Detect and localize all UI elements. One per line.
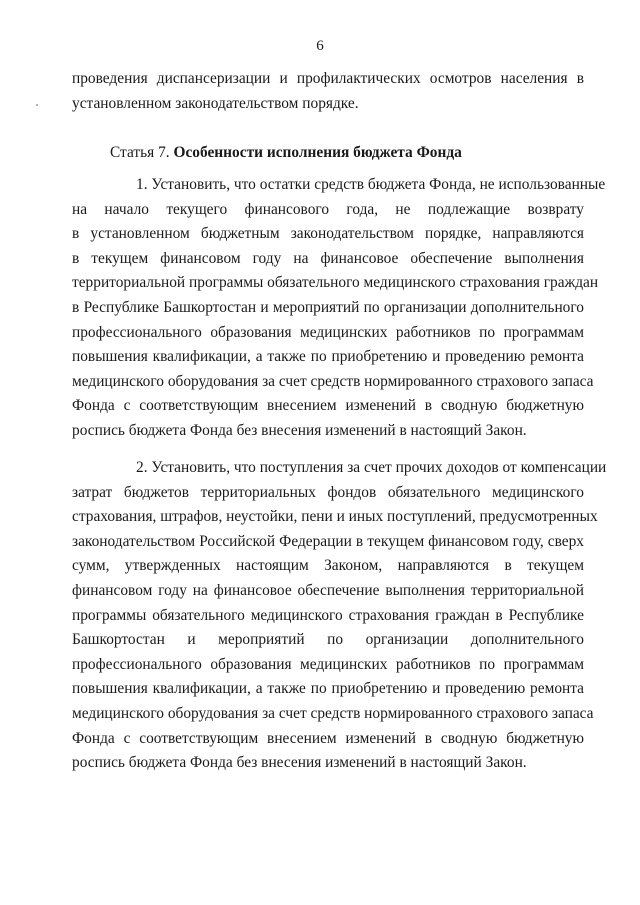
text-line: роспись бюджета Фонда без внесения изменений в настоящий Закон. [72,421,527,439]
scan-speck [36,104,38,106]
text-line: Фонда с соответствующим внесением изменений в сводную бюджетную [72,729,584,747]
text-line: в установленном бюджетным законодательством порядке, направляются [72,225,584,243]
text-line: профессионального образования медицинских работников по программам [72,655,584,673]
text-line: проведения диспансеризации и профилактических осмотров населения в [72,70,584,87]
text-line: повышения квалификации, а также по приобретению и проведению ремонта [72,680,584,698]
text-line: законодательством Российской Федерации в текущем финансовом году, сверх [72,532,584,550]
intro-paragraph [72,67,584,116]
text-line: медицинского оборудования за счет средств нормированного страхового запаса [72,704,594,722]
article-title: Особенности исполнения бюджета Фонда [173,144,462,161]
text-line: программы обязательного медицинского страхования граждан в Республике [72,606,584,624]
text-line: страхования, штрафов, неустойки, пени и иных поступлений, предусмотренных [72,508,598,526]
article-number: Статья 7. [110,144,170,161]
text-line: затрат бюджетов территориальных фондов обязательного медицинского [72,483,584,501]
text-line: повышения квалификации, а также по приобретению и проведению ремонта [72,348,584,366]
text-line: роспись бюджета Фонда без внесения изменений в настоящий Закон. [72,754,527,772]
text-line: установленном законодательством порядке. [72,94,359,112]
text-line: сумм, утвержденных настоящим Законом, направляются в текущем [72,557,584,575]
page-number: 6 [316,38,324,54]
text-line: профессионального образования медицинских работников по программам [72,323,584,341]
text-line: 2. Установить, что поступления за счет прочих доходов от компенсации [136,459,607,476]
text-line: на начало текущего финансового года, не подлежащие возврату [72,200,584,218]
text-line: финансовом году на финансовое обеспечение выполнения территориальной [72,581,584,599]
text-line: Башкортостан и мероприятий по организации дополнительного [72,631,584,649]
paragraph-2 [72,456,607,776]
text-line: 1. Установить, что остатки средств бюджета Фонда, не использованные [136,176,606,193]
article-heading [110,141,462,165]
text-line: Фонда с соответствующим внесением изменений в сводную бюджетную [72,397,584,415]
paragraph-1 [72,173,606,444]
text-line: медицинского оборудования за счет средств нормированного страхового запаса [72,372,594,390]
text-line: в Республике Башкортостан и мероприятий по организации дополнительного [72,298,584,316]
text-line: территориальной программы обязательного медицинского страхования граждан [72,274,599,292]
text-line: в текущем финансовом году на финансовое обеспечение выполнения [72,249,584,267]
